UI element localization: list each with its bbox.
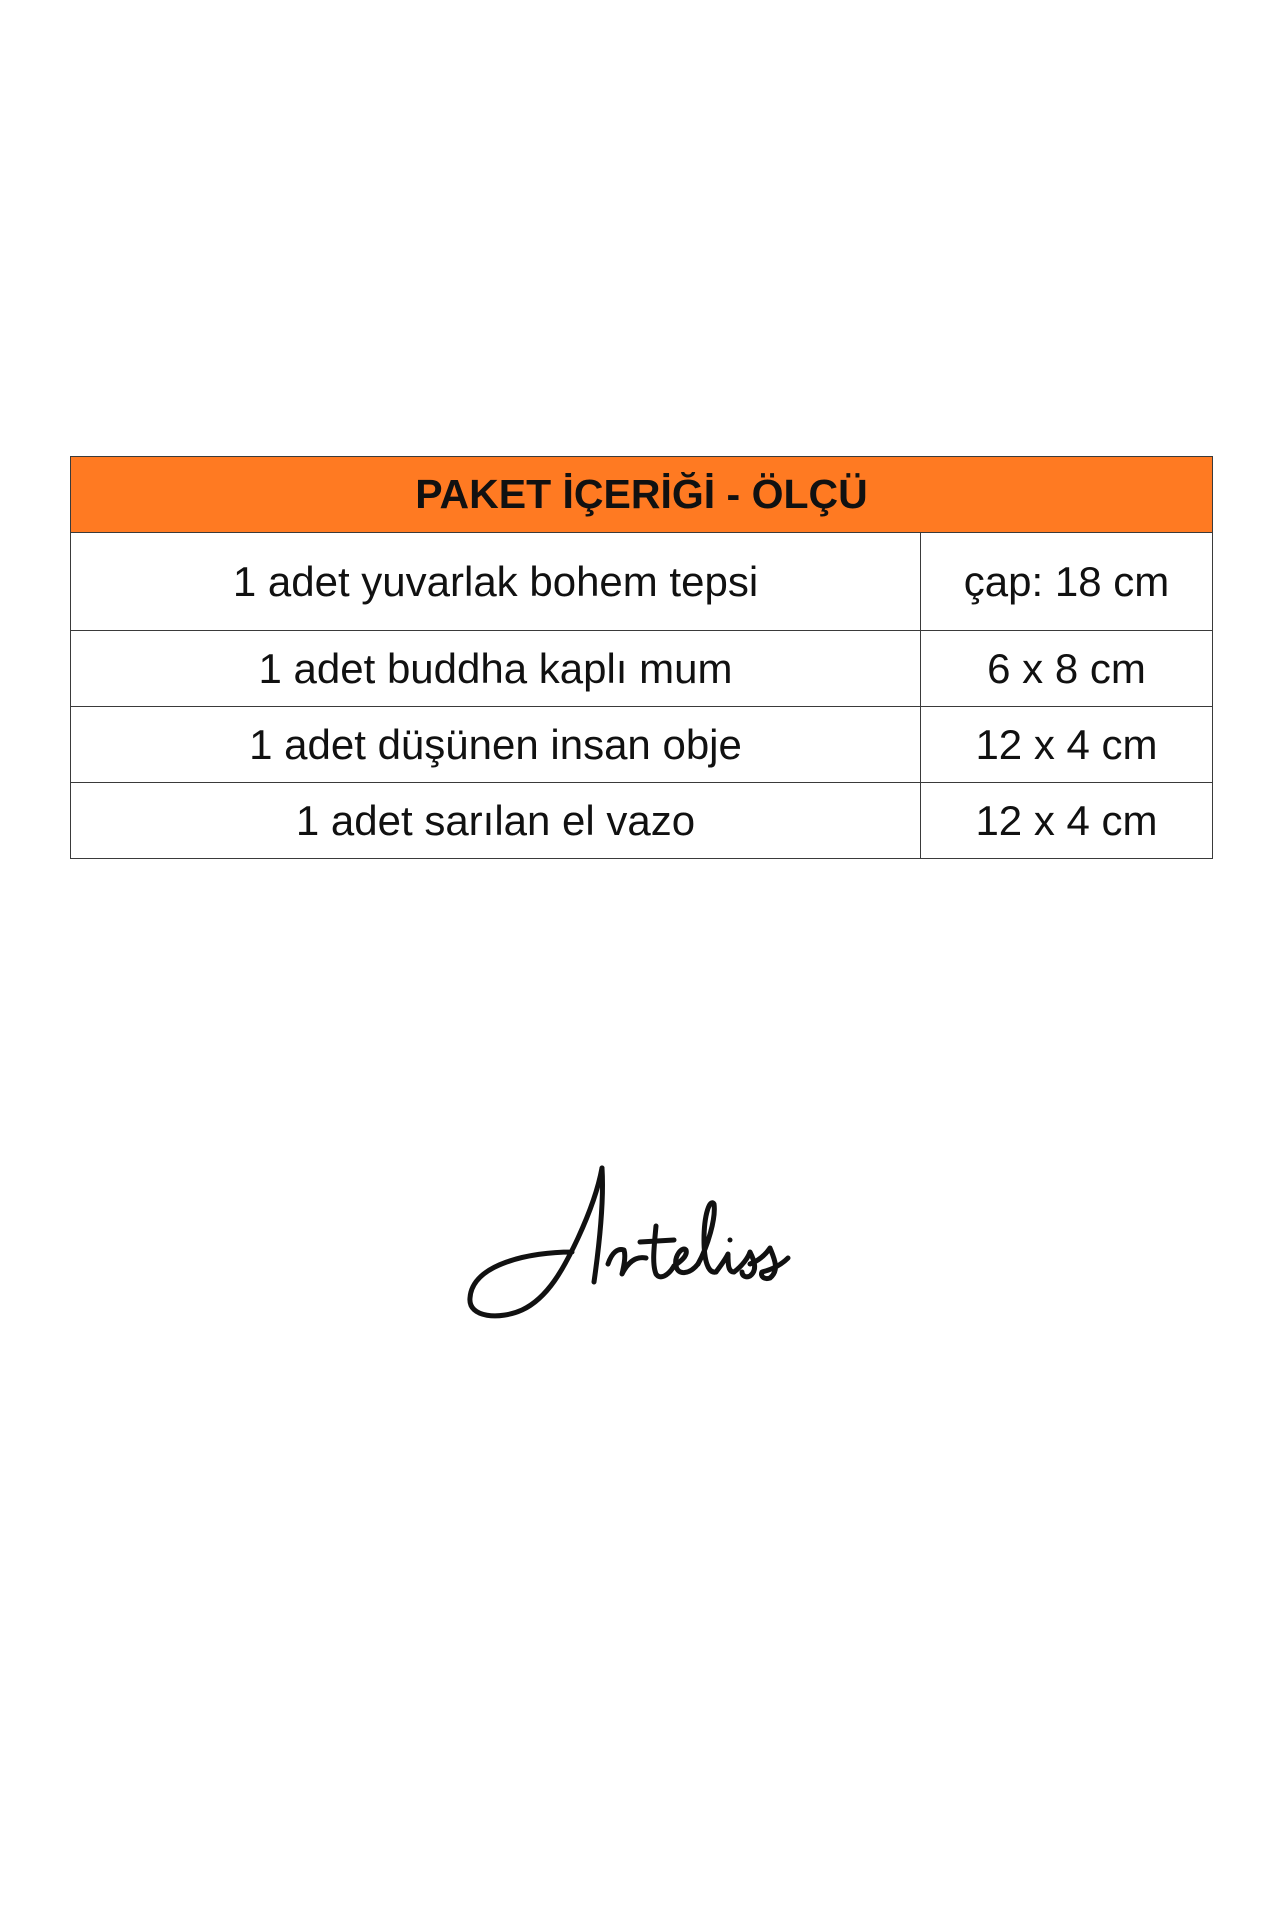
item-cell: 1 adet sarılan el vazo bbox=[71, 783, 921, 859]
table-row bbox=[71, 533, 1213, 631]
table-header: PAKET İÇERİĞİ - ÖLÇÜ bbox=[71, 457, 1213, 533]
brand-logo bbox=[460, 1160, 800, 1330]
item-cell: 1 adet yuvarlak bohem tepsi bbox=[71, 533, 921, 631]
size-cell: 12 x 4 cm bbox=[921, 707, 1213, 783]
size-cell: 6 x 8 cm bbox=[921, 631, 1213, 707]
table-header-row bbox=[71, 457, 1213, 533]
table-row bbox=[71, 783, 1213, 859]
table-row bbox=[71, 707, 1213, 783]
package-contents-table bbox=[70, 456, 1213, 859]
signature-logo-icon bbox=[460, 1160, 800, 1330]
item-cell: 1 adet düşünen insan obje bbox=[71, 707, 921, 783]
item-cell: 1 adet buddha kaplı mum bbox=[71, 631, 921, 707]
size-cell: çap: 18 cm bbox=[921, 533, 1213, 631]
size-cell: 12 x 4 cm bbox=[921, 783, 1213, 859]
table-row bbox=[71, 631, 1213, 707]
